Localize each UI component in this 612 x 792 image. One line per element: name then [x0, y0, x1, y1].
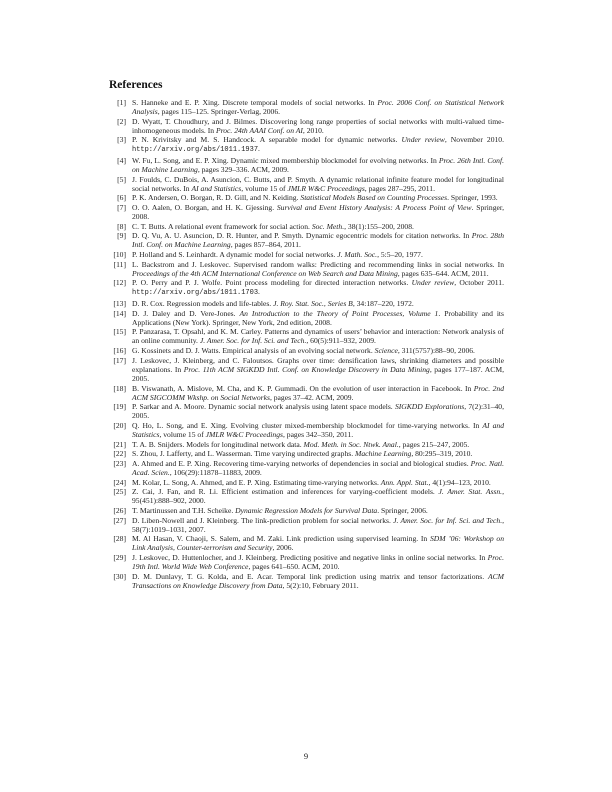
reference-text: [132, 231, 504, 249]
reference-venue-italic: Machine Learning: [355, 449, 412, 459]
reference-text: [132, 309, 504, 327]
reference-text-segment: T. Martinussen and T.H. Scheike.: [132, 505, 236, 515]
reference-venue-italic: Proc. Natl. Acad. Scien.: [132, 458, 504, 477]
reference-venue-italic: An Introduction to the Theory of Point Processes, Volume 1: [239, 308, 439, 318]
reference-text: [132, 260, 504, 278]
reference-text-segment: , October 2011.: [454, 278, 504, 288]
reference-item: [108, 98, 504, 116]
reference-text-segment: L. Backstrom and J. Leskovec. Supervised random walks: Predicting and recommending links in social networks. In: [132, 259, 504, 269]
reference-text: [132, 299, 414, 308]
reference-text-segment: , pages 37–42. ACM, 2009.: [269, 392, 354, 402]
reference-text: [132, 516, 504, 534]
reference-venue-italic: Proceedings of the 4th ACM International Conference on Web Search and Data Mining: [132, 268, 398, 278]
reference-text-segment: Q. Ho, L. Song, and E. Xing. Evolving cluster mixed-membership blockmodel for time-varying networks. In: [132, 420, 483, 430]
reference-venue-italic: AI and Statistics: [132, 420, 504, 439]
reference-item: [108, 260, 504, 278]
reference-item: [108, 135, 504, 155]
reference-item: [108, 506, 504, 515]
reference-text: [132, 175, 504, 193]
reference-text-segment: , pages 287–295, 2011.: [364, 183, 435, 193]
reference-item: [108, 309, 504, 327]
reference-text-segment: , 38(1):155–200, 2008.: [344, 221, 414, 231]
reference-venue-italic: Under review: [401, 135, 445, 145]
reference-item: [108, 516, 504, 534]
reference-text-segment: , pages 641–650. ACM, 2010.: [248, 561, 340, 571]
reference-text-segment: P. Sarkar and A. Moore. Dynamic social network analysis using latent space models.: [132, 402, 395, 412]
reference-venue-italic: Soc. Meth.: [311, 221, 345, 231]
reference-venue-italic: J. Math. Soc.: [337, 250, 378, 260]
reference-text-segment: , volume 15 of: [159, 429, 206, 439]
reference-item: [108, 534, 504, 552]
reference-item: [108, 487, 504, 505]
reference-text-segment: , 95(451):888–902, 2000.: [132, 487, 504, 506]
reference-label: [12]: [113, 278, 126, 288]
reference-venue-italic: Science: [374, 346, 398, 356]
reference-label: [19]: [113, 402, 126, 412]
reference-text-segment: . Springer, 2008.: [132, 203, 505, 222]
reference-text: [132, 402, 504, 420]
reference-venue-italic: J. Amer. Stat. Assn.: [438, 487, 503, 497]
reference-text: [132, 553, 504, 571]
reference-text-segment: A. Ahmed and E. P. Xing. Recovering time-varying networks of dependencies in social and biological studies.: [132, 458, 471, 468]
reference-item: [108, 175, 504, 193]
reference-venue-italic: Proc. 19th Intl. World Wide Web Conference: [132, 552, 504, 571]
reference-text: [132, 506, 428, 515]
reference-label: [23]: [113, 458, 126, 468]
reference-item: [108, 203, 504, 221]
reference-venue-italic: J. Roy. Stat. Soc., Series B: [273, 299, 353, 309]
reference-item: [108, 440, 504, 449]
reference-label: [30]: [113, 571, 126, 581]
reference-item: [108, 449, 504, 458]
reference-venue-italic: AI and Statistics: [191, 183, 242, 193]
reference-text-segment: , 2010.: [302, 125, 324, 135]
reference-venue-italic: SIGKDD Explorations: [394, 402, 465, 412]
reference-venue-italic: Statistical Models Based on Counting Processes: [300, 193, 448, 203]
reference-text-segment: , pages 635–644. ACM, 2011.: [397, 268, 489, 278]
reference-venue-italic: SDM ’06: Workshop on Link Analysis, Counter-terrorism and Security: [132, 534, 504, 553]
reference-item: [108, 572, 504, 590]
reference-text: [132, 117, 504, 135]
reference-text-segment: D. M. Dunlavy, T. G. Kolda, and E. Acar. Temporal link prediction using matrix and tensor factorizations.: [132, 571, 488, 581]
reference-text-segment: , 5(2):10, February 2011.: [282, 580, 359, 590]
reference-text-segment: , volume 15 of: [241, 183, 288, 193]
reference-text: [132, 459, 504, 477]
reference-label: [13]: [113, 299, 126, 309]
reference-item: [108, 421, 504, 439]
reference-item: [108, 278, 504, 298]
reference-label: [4]: [117, 156, 126, 166]
reference-item: [108, 459, 504, 477]
reference-label: [3]: [117, 135, 126, 145]
reference-venue-italic: JMLR W&C Proceedings: [287, 183, 365, 193]
reference-venue-italic: Survival and Event History Analysis: A Process Point of View: [276, 203, 472, 213]
reference-item: [108, 346, 504, 355]
reference-text-segment: , 34:187–220, 1972.: [352, 299, 414, 309]
reference-text-segment: D. Liben-Nowell and J. Kleinberg. The link-prediction problem for social networks.: [132, 515, 394, 525]
reference-text: [132, 222, 414, 231]
reference-text: [132, 250, 423, 259]
reference-text-segment: J. Leskovec, J. Kleinberg, and C. Faloutsos. Graphs over time: densification laws, shrinking diameters and possible explanations. In: [132, 355, 504, 374]
reference-text-segment: P. N. Krivitsky and M. S. Handcock. A separable model for dynamic networks.: [132, 135, 402, 145]
reference-text-segment: , pages 342–350, 2011.: [282, 429, 354, 439]
reference-text-segment: M. Al Hasan, V. Chaoji, S. Salem, and M. Zaki. Link prediction using supervised learning. In: [132, 534, 430, 544]
reference-label: [6]: [117, 193, 126, 203]
reference-text-segment: . Probability and its Applications (New York). Springer, New York, 2nd edition, 2008.: [132, 308, 504, 327]
reference-text-segment: P. K. Andersen, O. Borgan, R. D. Gill, and N. Keiding.: [132, 193, 301, 203]
reference-venue-italic: Under review: [411, 278, 455, 288]
reference-item: [108, 299, 504, 308]
reference-text-segment: S. Hanneke and E. P. Xing. Discrete temporal models of social networks. In: [132, 98, 378, 107]
reference-venue-italic: J. Amer. Soc. for Inf. Sci. and Tech.: [199, 336, 307, 346]
reference-item: [108, 553, 504, 571]
reference-text-segment: . Springer, 2006.: [377, 505, 428, 515]
reference-item: [108, 117, 504, 135]
reference-text: [132, 478, 491, 487]
reference-text-segment: , pages 857–864, 2011.: [230, 240, 301, 250]
reference-text-segment: S. Zhou, J. Lafferty, and L. Wasserman. Time varying undirected graphs.: [132, 449, 356, 459]
reference-url: http://arxiv.org/abs/1011.1703: [132, 289, 259, 298]
reference-item: [108, 327, 504, 345]
reference-text-segment: M. Kolar, L. Song, A. Ahmed, and E. P. Xing. Estimating time-varying networks.: [132, 477, 381, 487]
reference-text-segment: . Springer, 1993.: [447, 193, 498, 203]
reference-text: [132, 384, 504, 402]
reference-label: [7]: [117, 203, 126, 213]
reference-text-segment: , pages 177–187. ACM, 2005.: [132, 364, 504, 383]
reference-text: [132, 572, 504, 590]
reference-text-segment: , 80:295–319, 2010.: [411, 449, 473, 459]
reference-text-segment: T. A. B. Snijders. Models for longitudinal network data.: [132, 439, 304, 449]
reference-venue-italic: ACM Transactions on Knowledge Discovery from Data: [132, 571, 504, 590]
reference-text: [132, 487, 504, 505]
reference-venue-italic: Proc. 11th ACM SIGKDD Intl. Conf. on Knowledge Discovery in Data Mining: [183, 364, 430, 374]
reference-venue-italic: Dynamic Regression Models for Survival Data: [235, 505, 378, 515]
reference-label: [10]: [113, 250, 126, 260]
reference-url: http://arxiv.org/abs/1011.1937: [132, 146, 259, 155]
reference-text-segment: P. Panzarasa, T. Opsahl, and K. M. Carley. Patterns and dynamics of users’ behavior and interaction: Network analysis of an online community.: [132, 327, 504, 346]
reference-text: [132, 278, 504, 296]
reference-venue-italic: Proc. 28th Intl. Conf. on Machine Learning: [132, 231, 504, 250]
reference-label: [9]: [117, 231, 126, 241]
reference-venue-italic: Proc. 2006 Conf. on Statistical Network Analysis: [132, 98, 504, 117]
reference-text-segment: D. J. Daley and D. Vere-Jones.: [132, 308, 240, 318]
reference-text-segment: G. Kossinets and D. J. Watts. Empirical analysis of an evolving social network.: [132, 346, 375, 356]
reference-text: [132, 440, 469, 449]
reference-item: [108, 478, 504, 487]
reference-label: [24]: [113, 477, 126, 487]
reference-label: [20]: [113, 420, 126, 430]
reference-text-segment: , pages 115–125. Springer-Verlag, 2006.: [157, 107, 281, 117]
reference-text: [132, 449, 472, 458]
reference-item: [108, 402, 504, 420]
reference-text-segment: J. Leskovec, D. Huttenlocher, and J. Kleinberg. Predicting positive and negative links in online social networks. In: [132, 552, 488, 562]
reference-label: [18]: [113, 383, 126, 393]
reference-item: [108, 193, 504, 202]
reference-item: [108, 231, 504, 249]
reference-text-segment: , 106(29):11878–11883, 2009.: [169, 467, 262, 477]
page-number: 9: [303, 751, 309, 761]
reference-text: [132, 98, 504, 116]
reference-label: [16]: [113, 346, 126, 356]
reference-venue-italic: J. Amer. Soc. for Inf. Sci. and Tech.: [393, 515, 503, 525]
reference-text: [132, 193, 498, 202]
reference-text-segment: D. Q. Vu, A. U. Asuncion, D. R. Hunter, and P. Smyth. Dynamic egocentric models for citation networks. In: [132, 231, 472, 241]
reference-label: [28]: [113, 534, 126, 544]
reference-item: [108, 250, 504, 259]
reference-text-segment: D. R. Cox. Regression models and life-tables.: [132, 299, 274, 309]
reference-text-segment: .: [258, 144, 260, 154]
section-title: References: [109, 79, 163, 91]
reference-venue-italic: Proc. 2nd ACM SIGCOMM Wkshp. on Social Networks: [132, 383, 505, 402]
reference-label: [11]: [113, 259, 126, 269]
reference-text-segment: , 60(5):911–932, 2009.: [306, 336, 376, 346]
reference-label: [29]: [113, 552, 126, 562]
reference-text-segment: P. Holland and S. Leinhardt. A dynamic model for social networks.: [132, 250, 338, 260]
reference-text: [132, 156, 504, 174]
reference-label: [2]: [117, 116, 126, 126]
reference-label: [5]: [117, 174, 126, 184]
reference-item: [108, 156, 504, 174]
reference-venue-italic: JMLR W&C Proceedings: [205, 429, 283, 439]
reference-label: [27]: [113, 515, 126, 525]
reference-text: [132, 356, 504, 383]
reference-venue-italic: Proc. 24th AAAI Conf. on AI: [215, 125, 303, 135]
reference-text-segment: .: [258, 287, 260, 297]
reference-text: [132, 327, 504, 345]
reference-label: [26]: [113, 505, 126, 515]
reference-text-segment: , 5:5–20, 1977.: [377, 250, 423, 260]
reference-text-segment: O. O. Aalen, O. Borgan, and H. K. Gjessing.: [132, 203, 277, 213]
reference-text-segment: , 4(1):94–123, 2010.: [428, 477, 491, 487]
reference-text-segment: J. Foulds, C. DuBois, A. Asuncion, C. Butts, and P. Smyth. A dynamic relational infinite feature model for longitudinal social networks. In: [132, 174, 504, 193]
reference-label: [14]: [113, 308, 126, 318]
reference-text: [132, 534, 504, 552]
reference-venue-italic: Ann. Appl. Stat.: [380, 477, 429, 487]
reference-venue-italic: Proc. 26th Intl. Conf. on Machine Learning: [132, 156, 504, 175]
reference-text-segment: , 7(2):31–40, 2005.: [132, 402, 504, 421]
reference-venue-italic: Mod. Meth. in Soc. Ntwk. Anal.: [303, 439, 399, 449]
reference-item: [108, 356, 504, 383]
reference-label: [21]: [113, 439, 126, 449]
reference-label: [15]: [113, 327, 126, 337]
reference-text-segment: C. T. Butts. A relational event framework for social action.: [132, 221, 312, 231]
reference-text-segment: W. Fu, L. Song, and E. P. Xing. Dynamic mixed membership blockmodel for evolving networks. In: [132, 156, 439, 166]
reference-label: [25]: [113, 487, 126, 497]
reference-label: [22]: [113, 449, 126, 459]
reference-label: [1]: [117, 98, 126, 107]
reference-label: [17]: [113, 355, 126, 365]
reference-text-segment: , 311(5757):88–90, 2006.: [397, 346, 475, 356]
reference-text: [132, 203, 504, 221]
reference-list: [108, 98, 504, 590]
reference-text-segment: , pages 329–336. ACM, 2009.: [197, 165, 289, 175]
reference-text: [132, 346, 475, 355]
reference-text-segment: , November 2010.: [444, 135, 504, 145]
reference-text-segment: B. Viswanath, A. Mislove, M. Cha, and K. P. Gummadi. On the evolution of user interaction in Facebook. In: [132, 383, 474, 393]
reference-text: [132, 421, 504, 439]
reference-text: [132, 135, 504, 153]
reference-label: [8]: [117, 221, 126, 231]
reference-text-segment: , pages 215–247, 2005.: [398, 439, 470, 449]
reference-text-segment: P. O. Perry and P. J. Wolfe. Point process modeling for directed interaction networks.: [132, 278, 412, 288]
reference-item: [108, 222, 504, 231]
reference-text-segment: , 58(7):1019–1031, 2007.: [132, 515, 505, 534]
reference-text-segment: D. Wyatt, T. Choudhury, and J. Bilmes. Discovering long range properties of social networks with multi-valued time-inhomogeneous models. In: [132, 116, 504, 135]
reference-item: [108, 384, 504, 402]
reference-text-segment: Z. Cai, J. Fan, and R. Li. Efficient estimation and inferences for varying-coefficient models.: [132, 487, 439, 497]
reference-text-segment: , 2006.: [272, 543, 294, 553]
